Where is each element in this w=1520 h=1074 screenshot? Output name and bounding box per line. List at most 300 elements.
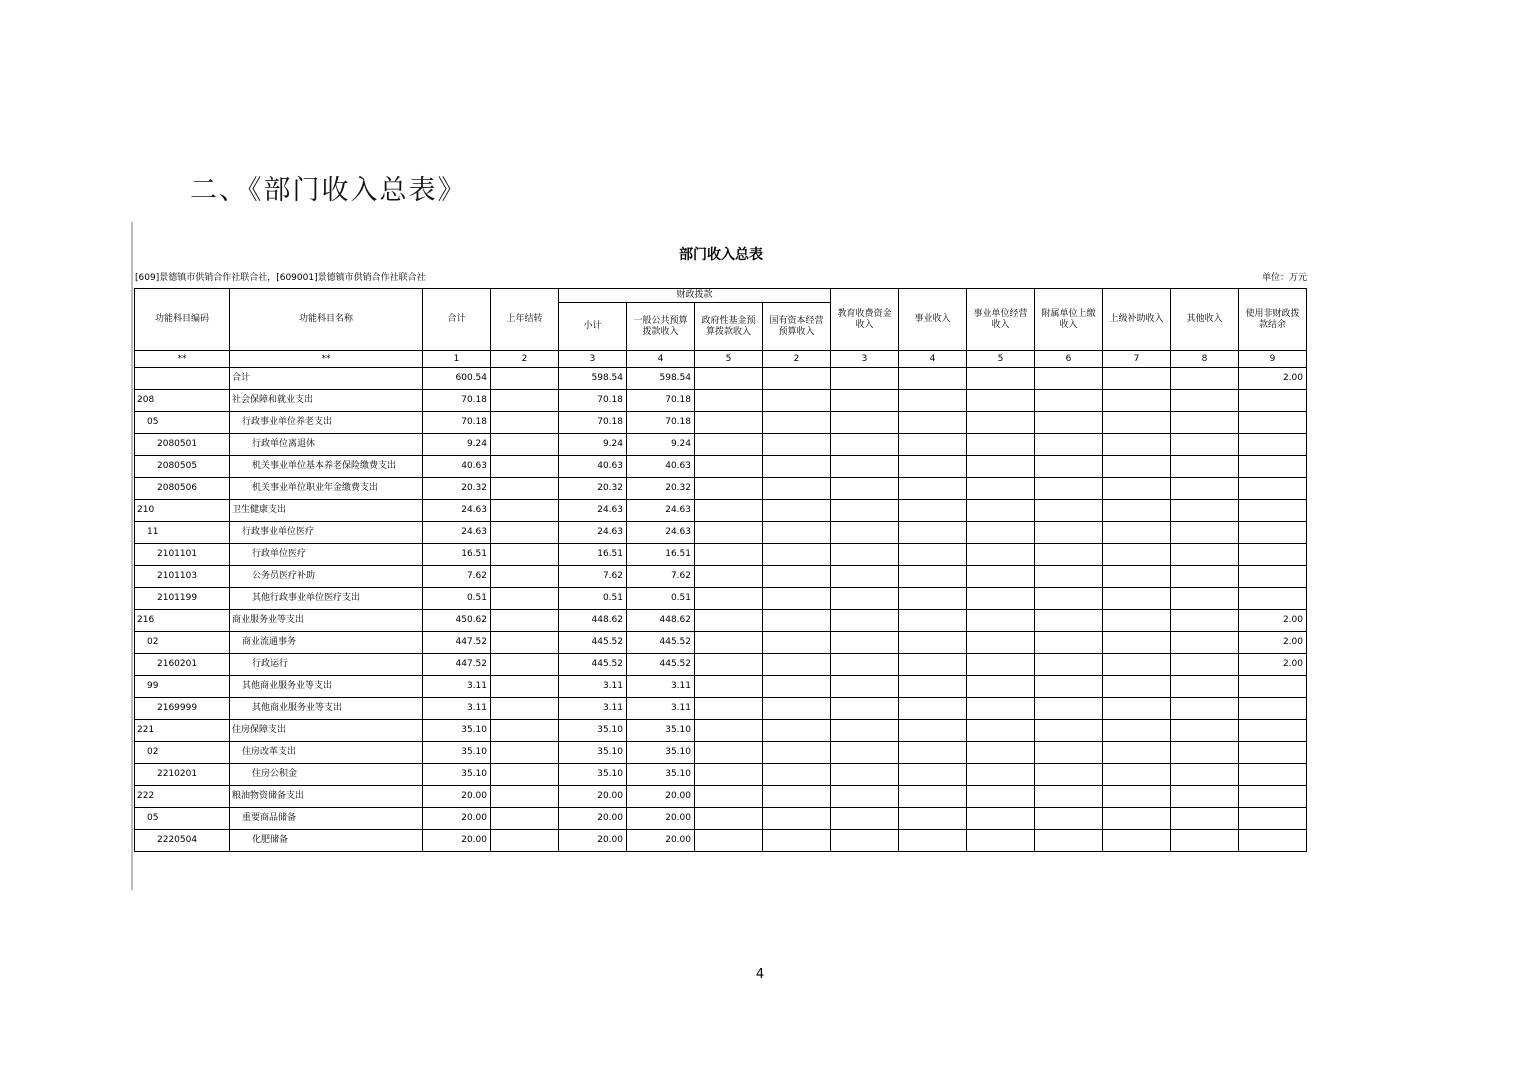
cell-gov-fund [695,720,763,742]
cell-edu-fee [831,698,899,720]
cell-prev-carry [491,654,559,676]
cell-superior-subsidy [1103,830,1171,852]
table-row [135,500,1307,522]
cell-edu-fee [831,368,899,390]
cell-general-budget: 20.00 [627,786,695,808]
cell-other [1171,720,1239,742]
cell-superior-subsidy [1103,412,1171,434]
table-row [135,566,1307,588]
cell-business [899,764,967,786]
cell-business [899,808,967,830]
index-cell: ** [230,351,423,368]
cell-state-capital [763,434,831,456]
page-number: 4 [755,967,765,982]
table-row [135,676,1307,698]
cell-other [1171,610,1239,632]
cell-operating [967,698,1035,720]
cell-total: 0.51 [423,588,491,610]
table-title: 部门收入总表 [679,247,763,263]
cell-business [899,456,967,478]
cell-state-capital [763,478,831,500]
cell-total: 40.63 [423,456,491,478]
cell-other [1171,500,1239,522]
organization-label: [609]景德镇市供销合作社联合社，[609001]景德镇市供销合作社联合社 [135,273,426,283]
cell-state-capital [763,676,831,698]
cell-operating [967,720,1035,742]
cell-edu-fee [831,654,899,676]
cell-state-capital [763,544,831,566]
cell-operating [967,368,1035,390]
cell-gov-fund [695,566,763,588]
cell-superior-subsidy [1103,654,1171,676]
cell-gov-fund [695,610,763,632]
cell-code: 2169999 [135,698,230,720]
cell-superior-subsidy [1103,676,1171,698]
cell-subordinate [1035,566,1103,588]
cell-operating [967,544,1035,566]
col-header-gov-fund: 政府性基金预算拨款收入 [695,303,763,351]
cell-total: 9.24 [423,434,491,456]
table-row [135,654,1307,676]
cell-state-capital [763,456,831,478]
cell-total: 24.63 [423,500,491,522]
cell-operating [967,786,1035,808]
cell-business [899,720,967,742]
cell-subtotal: 24.63 [559,500,627,522]
cell-prev-carry [491,544,559,566]
cell-general-budget: 16.51 [627,544,695,566]
column-index-row [135,351,1307,368]
cell-prev-carry [491,368,559,390]
col-header-edu-fee: 教育收费资金收入 [831,289,899,351]
cell-code: 222 [135,786,230,808]
cell-superior-subsidy [1103,764,1171,786]
cell-gov-fund [695,698,763,720]
cell-other [1171,412,1239,434]
cell-name: 行政单位离退休 [230,434,423,456]
cell-subordinate [1035,368,1103,390]
index-cell: ** [135,351,230,368]
table-row [135,390,1307,412]
cell-superior-subsidy [1103,720,1171,742]
cell-business [899,742,967,764]
cell-business [899,610,967,632]
cell-general-budget: 40.63 [627,456,695,478]
cell-gov-fund [695,412,763,434]
cell-total: 600.54 [423,368,491,390]
cell-other [1171,588,1239,610]
cell-other [1171,566,1239,588]
table-row [135,412,1307,434]
cell-total: 7.62 [423,566,491,588]
cell-nonfiscal-balance [1239,500,1307,522]
cell-other [1171,456,1239,478]
cell-general-budget: 598.54 [627,368,695,390]
col-header-business: 事业收入 [899,289,967,351]
cell-name: 住房保障支出 [230,720,423,742]
cell-edu-fee [831,786,899,808]
cell-other [1171,522,1239,544]
cell-nonfiscal-balance [1239,478,1307,500]
col-header-subordinate: 附属单位上缴收入 [1035,289,1103,351]
cell-operating [967,610,1035,632]
cell-operating [967,632,1035,654]
cell-superior-subsidy [1103,522,1171,544]
index-cell: 7 [1103,351,1171,368]
cell-business [899,478,967,500]
table-meta-line [135,270,1307,283]
cell-gov-fund [695,544,763,566]
cell-superior-subsidy [1103,786,1171,808]
cell-nonfiscal-balance [1239,720,1307,742]
table-row [135,588,1307,610]
cell-other [1171,434,1239,456]
cell-superior-subsidy [1103,808,1171,830]
cell-business [899,588,967,610]
index-cell: 2 [491,351,559,368]
col-header-code: 功能科目编码 [135,289,230,351]
cell-total: 447.52 [423,632,491,654]
cell-subordinate [1035,742,1103,764]
table-row [135,698,1307,720]
cell-state-capital [763,808,831,830]
cell-subordinate [1035,434,1103,456]
cell-prev-carry [491,456,559,478]
cell-general-budget: 7.62 [627,566,695,588]
col-header-superior-subsidy: 上级补助收入 [1103,289,1171,351]
cell-state-capital [763,368,831,390]
cell-general-budget: 3.11 [627,698,695,720]
cell-total: 24.63 [423,522,491,544]
cell-operating [967,654,1035,676]
cell-other [1171,368,1239,390]
cell-gov-fund [695,654,763,676]
cell-gov-fund [695,456,763,478]
cell-name: 合计 [230,368,423,390]
cell-nonfiscal-balance: 2.00 [1239,632,1307,654]
cell-code: 02 [135,742,230,764]
cell-prev-carry [491,500,559,522]
cell-gov-fund [695,764,763,786]
cell-prev-carry [491,588,559,610]
cell-total: 20.00 [423,786,491,808]
index-cell: 6 [1035,351,1103,368]
cell-subordinate [1035,654,1103,676]
cell-general-budget: 24.63 [627,500,695,522]
cell-nonfiscal-balance [1239,698,1307,720]
cell-superior-subsidy [1103,588,1171,610]
cell-general-budget: 24.63 [627,522,695,544]
cell-subordinate [1035,412,1103,434]
cell-edu-fee [831,434,899,456]
cell-name: 行政单位医疗 [230,544,423,566]
cell-state-capital [763,412,831,434]
cell-general-budget: 35.10 [627,742,695,764]
col-header-nonfiscal-balance: 使用非财政拨款结余 [1239,289,1307,351]
cell-code: 99 [135,676,230,698]
cell-gov-fund [695,808,763,830]
cell-nonfiscal-balance [1239,764,1307,786]
cell-operating [967,456,1035,478]
cell-superior-subsidy [1103,456,1171,478]
cell-subordinate [1035,522,1103,544]
cell-name: 行政事业单位医疗 [230,522,423,544]
cell-operating [967,588,1035,610]
cell-state-capital [763,632,831,654]
cell-general-budget: 445.52 [627,654,695,676]
cell-edu-fee [831,588,899,610]
cell-other [1171,632,1239,654]
cell-state-capital [763,720,831,742]
index-cell: 5 [967,351,1035,368]
cell-total: 35.10 [423,742,491,764]
cell-code: 2220504 [135,830,230,852]
col-header-subtotal: 小计 [559,303,627,351]
cell-operating [967,390,1035,412]
cell-business [899,786,967,808]
cell-edu-fee [831,764,899,786]
cell-subordinate [1035,698,1103,720]
cell-total: 450.62 [423,610,491,632]
cell-state-capital [763,566,831,588]
cell-edu-fee [831,632,899,654]
cell-nonfiscal-balance [1239,676,1307,698]
table-row [135,632,1307,654]
cell-superior-subsidy [1103,434,1171,456]
cell-edu-fee [831,808,899,830]
cell-prev-carry [491,720,559,742]
cell-nonfiscal-balance [1239,390,1307,412]
cell-nonfiscal-balance [1239,544,1307,566]
cell-gov-fund [695,522,763,544]
cell-subordinate [1035,610,1103,632]
cell-gov-fund [695,368,763,390]
cell-gov-fund [695,676,763,698]
cell-general-budget: 35.10 [627,720,695,742]
index-cell: 3 [831,351,899,368]
cell-name: 其他行政事业单位医疗支出 [230,588,423,610]
col-header-state-capital: 国有资本经营预算收入 [763,303,831,351]
cell-other [1171,742,1239,764]
cell-code: 2080501 [135,434,230,456]
cell-subtotal: 3.11 [559,698,627,720]
cell-operating [967,676,1035,698]
col-header-general-budget: 一般公共预算拨款收入 [627,303,695,351]
cell-code: 2210201 [135,764,230,786]
cell-total: 447.52 [423,654,491,676]
cell-edu-fee [831,478,899,500]
cell-nonfiscal-balance [1239,808,1307,830]
cell-code: 2080506 [135,478,230,500]
cell-nonfiscal-balance [1239,566,1307,588]
cell-subtotal: 24.63 [559,522,627,544]
table-row [135,786,1307,808]
cell-total: 35.10 [423,764,491,786]
cell-code: 11 [135,522,230,544]
cell-nonfiscal-balance [1239,434,1307,456]
cell-other [1171,676,1239,698]
cell-subtotal: 35.10 [559,720,627,742]
cell-code: 210 [135,500,230,522]
cell-gov-fund [695,830,763,852]
cell-name: 粮油物资储备支出 [230,786,423,808]
cell-name: 卫生健康支出 [230,500,423,522]
sheet-left-edge [131,222,133,890]
cell-state-capital [763,588,831,610]
cell-operating [967,412,1035,434]
cell-other [1171,698,1239,720]
cell-edu-fee [831,830,899,852]
cell-total: 35.10 [423,720,491,742]
cell-prev-carry [491,434,559,456]
cell-operating [967,500,1035,522]
cell-edu-fee [831,522,899,544]
table-body [135,368,1307,852]
cell-state-capital [763,786,831,808]
cell-subordinate [1035,720,1103,742]
cell-business [899,390,967,412]
cell-nonfiscal-balance: 2.00 [1239,368,1307,390]
cell-subordinate [1035,544,1103,566]
cell-operating [967,566,1035,588]
cell-subordinate [1035,588,1103,610]
cell-subtotal: 0.51 [559,588,627,610]
cell-gov-fund [695,742,763,764]
cell-subordinate [1035,478,1103,500]
index-cell: 9 [1239,351,1307,368]
cell-superior-subsidy [1103,742,1171,764]
index-cell: 4 [899,351,967,368]
table-row [135,808,1307,830]
cell-gov-fund [695,478,763,500]
cell-prev-carry [491,764,559,786]
cell-business [899,566,967,588]
cell-prev-carry [491,522,559,544]
cell-general-budget: 20.00 [627,830,695,852]
cell-subtotal: 20.00 [559,830,627,852]
cell-total: 70.18 [423,412,491,434]
cell-subtotal: 70.18 [559,390,627,412]
cell-superior-subsidy [1103,544,1171,566]
cell-other [1171,544,1239,566]
cell-general-budget: 445.52 [627,632,695,654]
cell-prev-carry [491,566,559,588]
cell-general-budget: 20.00 [627,808,695,830]
cell-code: 2101101 [135,544,230,566]
cell-superior-subsidy [1103,610,1171,632]
cell-name: 其他商业服务业等支出 [230,676,423,698]
unit-label: 单位：万元 [1261,273,1307,283]
cell-gov-fund [695,390,763,412]
cell-subtotal: 445.52 [559,632,627,654]
cell-name: 公务员医疗补助 [230,566,423,588]
cell-gov-fund [695,500,763,522]
cell-name: 行政运行 [230,654,423,676]
cell-other [1171,808,1239,830]
cell-code: 2101103 [135,566,230,588]
cell-state-capital [763,500,831,522]
cell-name: 重要商品储备 [230,808,423,830]
cell-edu-fee [831,544,899,566]
cell-operating [967,522,1035,544]
table-row [135,434,1307,456]
cell-gov-fund [695,434,763,456]
cell-business [899,830,967,852]
cell-operating [967,830,1035,852]
table-row [135,368,1307,390]
col-header-prev-carry: 上年结转 [491,289,559,351]
cell-subtotal: 20.00 [559,808,627,830]
cell-business [899,500,967,522]
cell-other [1171,478,1239,500]
cell-name: 其他商业服务业等支出 [230,698,423,720]
cell-other [1171,830,1239,852]
cell-nonfiscal-balance [1239,456,1307,478]
cell-edu-fee [831,500,899,522]
table-row [135,522,1307,544]
cell-name: 社会保障和就业支出 [230,390,423,412]
table-row [135,742,1307,764]
cell-business [899,368,967,390]
income-summary-table [134,288,1307,852]
cell-prev-carry [491,742,559,764]
cell-code: 221 [135,720,230,742]
cell-edu-fee [831,412,899,434]
cell-total: 16.51 [423,544,491,566]
cell-state-capital [763,764,831,786]
section-heading: 二、《部门收入总表》 [190,175,467,206]
cell-general-budget: 448.62 [627,610,695,632]
cell-subtotal: 3.11 [559,676,627,698]
cell-total: 70.18 [423,390,491,412]
cell-code: 216 [135,610,230,632]
cell-superior-subsidy [1103,566,1171,588]
cell-business [899,544,967,566]
cell-nonfiscal-balance [1239,588,1307,610]
cell-edu-fee [831,456,899,478]
cell-superior-subsidy [1103,478,1171,500]
cell-subtotal: 35.10 [559,764,627,786]
cell-code: 2160201 [135,654,230,676]
cell-state-capital [763,742,831,764]
cell-nonfiscal-balance: 2.00 [1239,654,1307,676]
table-row [135,764,1307,786]
cell-prev-carry [491,830,559,852]
cell-name: 化肥储备 [230,830,423,852]
cell-gov-fund [695,786,763,808]
cell-subtotal: 445.52 [559,654,627,676]
cell-nonfiscal-balance [1239,742,1307,764]
index-cell: 1 [423,351,491,368]
cell-operating [967,478,1035,500]
cell-nonfiscal-balance [1239,830,1307,852]
cell-total: 3.11 [423,698,491,720]
cell-nonfiscal-balance [1239,786,1307,808]
cell-other [1171,654,1239,676]
cell-subordinate [1035,786,1103,808]
cell-total: 20.00 [423,808,491,830]
cell-subtotal: 40.63 [559,456,627,478]
cell-superior-subsidy [1103,698,1171,720]
cell-subordinate [1035,632,1103,654]
cell-subtotal: 20.00 [559,786,627,808]
cell-gov-fund [695,588,763,610]
cell-general-budget: 20.32 [627,478,695,500]
col-header-operating: 事业单位经营收入 [967,289,1035,351]
cell-general-budget: 70.18 [627,412,695,434]
cell-superior-subsidy [1103,390,1171,412]
cell-prev-carry [491,698,559,720]
